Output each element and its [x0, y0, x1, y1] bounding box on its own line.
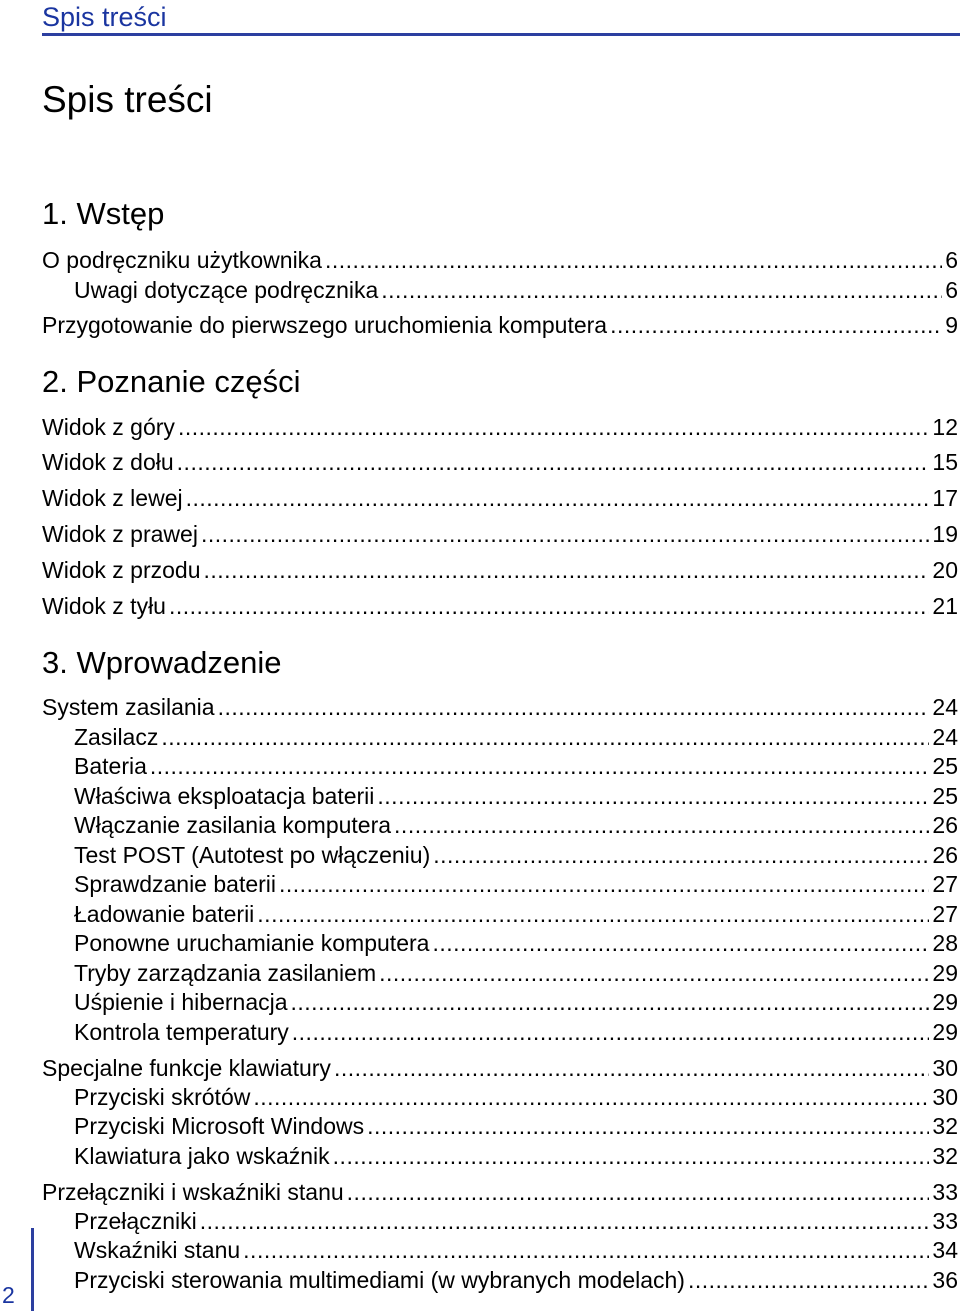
toc-entry[interactable] [74, 840, 958, 870]
section-heading-3: 3. Wprowadzenie [42, 645, 282, 680]
dot-leader [379, 958, 929, 988]
toc-entry[interactable] [42, 447, 958, 477]
toc-entry[interactable] [74, 1141, 958, 1171]
toc-entry-page: 29 [932, 960, 958, 986]
toc-entry-page: 24 [932, 694, 958, 720]
toc-entry-label: Widok z tyłu [42, 593, 166, 619]
toc-entry-page: 25 [932, 753, 958, 779]
toc-entry[interactable] [42, 519, 958, 549]
toc-entry[interactable] [74, 987, 958, 1017]
toc-entry-label: Przyciski skrótów [74, 1084, 251, 1110]
toc-entry-page: 21 [932, 593, 958, 619]
toc-entry-page: 30 [932, 1084, 958, 1110]
toc-entry[interactable] [74, 1082, 958, 1112]
dot-leader [201, 519, 929, 549]
toc-entry-label: Wskaźniki stanu [74, 1237, 241, 1263]
toc-entry[interactable] [74, 1111, 958, 1141]
toc-entry[interactable] [74, 1235, 958, 1265]
toc-entry-label: Kontrola temperatury [74, 1019, 289, 1045]
toc-entry-label: Uwagi dotyczące podręcznika [74, 277, 379, 303]
section-heading-2: 2. Poznanie części [42, 364, 301, 399]
toc-entry[interactable] [74, 722, 958, 752]
toc-entry-page: 25 [932, 783, 958, 809]
running-header-title: Spis treści [42, 2, 167, 32]
toc-entry-label: Włączanie zasilania komputera [74, 812, 392, 838]
dot-leader [432, 928, 929, 958]
toc-entry-page: 30 [932, 1055, 958, 1081]
toc-entry-page: 33 [932, 1208, 958, 1234]
page-number: 2 [2, 1282, 15, 1308]
toc-entry-label: Widok z góry [42, 414, 175, 440]
toc-entry-page: 9 [945, 312, 958, 338]
dot-leader [381, 275, 942, 305]
toc-entry[interactable] [74, 1017, 958, 1047]
dot-leader [243, 1235, 929, 1265]
toc-entry-page: 34 [932, 1237, 958, 1263]
dot-leader [291, 987, 930, 1017]
toc-entry[interactable] [74, 899, 958, 929]
dot-leader [177, 447, 930, 477]
toc-entry-label: Tryby zarządzania zasilaniem [74, 960, 377, 986]
toc-entry-page: 36 [932, 1267, 958, 1293]
dot-leader [394, 810, 929, 840]
toc-entry-label: Ładowanie baterii [74, 901, 255, 927]
dot-leader [204, 555, 930, 585]
toc-entry-label: Klawiatura jako wskaźnik [74, 1143, 330, 1169]
toc-entry-page: 32 [932, 1143, 958, 1169]
dot-leader [253, 1082, 929, 1112]
dot-leader [161, 722, 929, 752]
toc-entry-page: 15 [932, 449, 958, 475]
toc-entry-page: 19 [932, 521, 958, 547]
toc-entry-label: System zasilania [42, 694, 215, 720]
dot-leader [610, 310, 942, 340]
toc-entry-page: 20 [932, 557, 958, 583]
toc-entry[interactable] [74, 275, 958, 305]
toc-entry[interactable] [74, 781, 958, 811]
toc-entry-label: Właściwa eksploatacja baterii [74, 783, 375, 809]
dot-leader [150, 751, 930, 781]
toc-entry-page: 29 [932, 1019, 958, 1045]
toc-entry[interactable] [42, 310, 958, 340]
toc-entry-label: O podręczniku użytkownika [42, 247, 322, 273]
toc-entry[interactable] [74, 928, 958, 958]
toc-entry[interactable] [74, 810, 958, 840]
toc-entry[interactable] [74, 1206, 958, 1236]
toc-entry-label: Ponowne uruchamianie komputera [74, 930, 430, 956]
toc-entry-page: 29 [932, 989, 958, 1015]
dot-leader [186, 483, 930, 513]
dot-leader [292, 1017, 930, 1047]
toc-entry[interactable] [42, 483, 958, 513]
toc-entry-label: Przełączniki i wskaźniki stanu [42, 1179, 344, 1205]
toc-entry-label: Widok z prawej [42, 521, 198, 547]
toc-entry-page: 17 [932, 485, 958, 511]
dot-leader [333, 1141, 930, 1171]
toc-entry-label: Widok z dołu [42, 449, 174, 475]
toc-entry-page: 6 [945, 277, 958, 303]
toc-entry-label: Uśpienie i hibernacja [74, 989, 288, 1015]
toc-entry-label: Test POST (Autotest po włączeniu) [74, 842, 431, 868]
dot-leader [347, 1177, 930, 1207]
toc-entry-page: 27 [932, 901, 958, 927]
dot-leader [169, 591, 929, 621]
toc-entry-label: Przyciski sterowania multimediami (w wybranych modelach) [74, 1267, 685, 1293]
dot-leader [218, 692, 930, 722]
toc-entry[interactable] [42, 1053, 958, 1083]
toc-entry[interactable] [42, 555, 958, 585]
margin-rule [31, 1228, 34, 1311]
toc-entry-label: Specjalne funkcje klawiatury [42, 1055, 331, 1081]
dot-leader [433, 840, 929, 870]
dot-leader [257, 899, 929, 929]
toc-entry[interactable] [74, 958, 958, 988]
toc-entry-label: Widok z lewej [42, 485, 183, 511]
dot-leader [334, 1053, 929, 1083]
toc-entry[interactable] [42, 591, 958, 621]
dot-leader [279, 869, 929, 899]
toc-entry-label: Widok z przodu [42, 557, 201, 583]
dot-leader [688, 1265, 929, 1295]
toc-entry-page: 26 [932, 812, 958, 838]
toc-entry[interactable] [42, 1177, 958, 1207]
page-title: Spis treści [42, 79, 213, 120]
toc-entry[interactable] [74, 751, 958, 781]
toc-entry-page: 32 [932, 1113, 958, 1139]
section-heading-1: 1. Wstęp [42, 196, 165, 231]
dot-leader [325, 245, 942, 275]
dot-leader [178, 412, 929, 442]
toc-entry-label: Bateria [74, 753, 147, 779]
toc-entry-page: 27 [932, 871, 958, 897]
toc-entry[interactable] [42, 412, 958, 442]
header-rule [42, 33, 960, 36]
toc-entry[interactable] [74, 1265, 958, 1295]
toc-entry-label: Sprawdzanie baterii [74, 871, 277, 897]
toc-entry-label: Przełączniki [74, 1208, 197, 1234]
toc-entry-page: 12 [932, 414, 958, 440]
dot-leader [367, 1111, 929, 1141]
toc-entry[interactable] [42, 245, 958, 275]
toc-entry-page: 26 [932, 842, 958, 868]
toc-entry-page: 33 [932, 1179, 958, 1205]
toc-entry-label: Przygotowanie do pierwszego uruchomienia komputera [42, 312, 608, 338]
dot-leader [377, 781, 929, 811]
toc-entry[interactable] [74, 869, 958, 899]
toc-entry[interactable] [42, 692, 958, 722]
dot-leader [200, 1206, 930, 1236]
toc-entry-page: 24 [932, 724, 958, 750]
toc-entry-label: Przyciski Microsoft Windows [74, 1113, 365, 1139]
toc-entry-label: Zasilacz [74, 724, 159, 750]
toc-entry-page: 28 [932, 930, 958, 956]
toc-entry-page: 6 [945, 247, 958, 273]
